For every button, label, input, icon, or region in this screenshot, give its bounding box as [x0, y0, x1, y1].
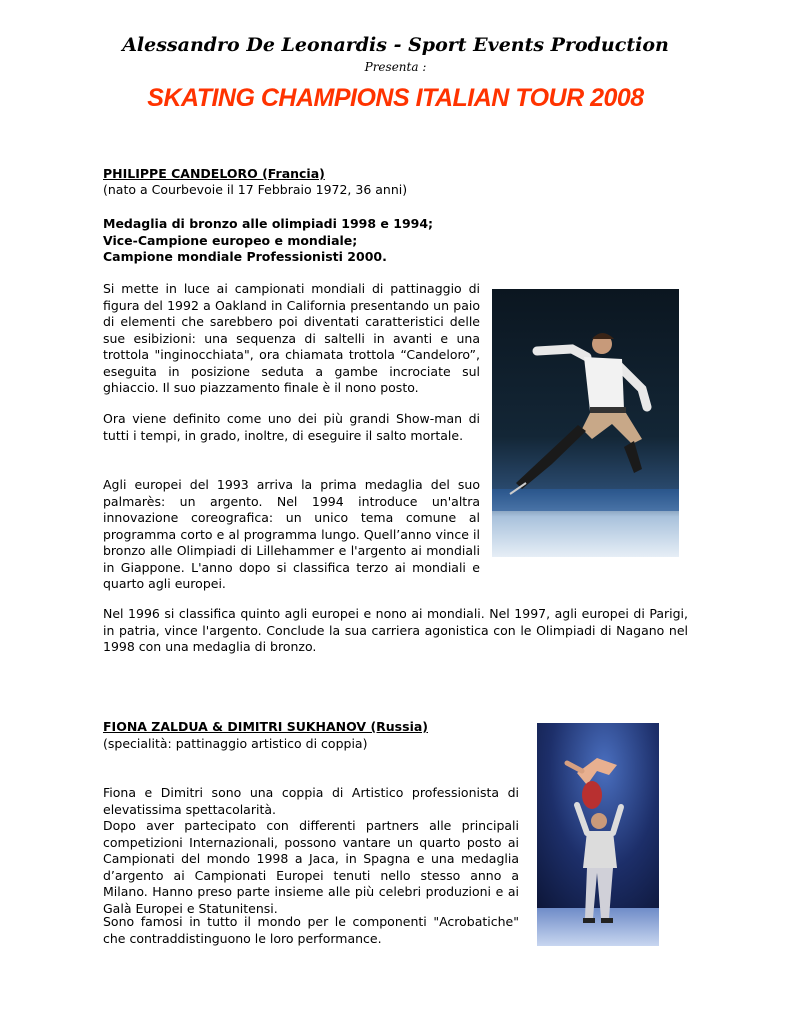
athlete2-paragraph-1: Fiona e Dimitri sono una coppia di Artistico professionista di elevatissima spettacolarità.: [103, 785, 519, 817]
zaldua-sukhanov-photo: [537, 723, 659, 946]
candeloro-photo: [492, 289, 679, 557]
athlete2-specialty: (specialità: pattinaggio artistico di coppia): [103, 736, 368, 751]
athlete1-paragraph-3: Agli europei del 1993 arriva la prima medaglia del suo palmarès: un argento. Nel 1994 introduce un'altra innovazione coreografica: un unico tema comune al programma corto e al programma lungo. Quell’anno vince il bronzo alle Olimpiadi di Lillehammer e l'argento ai mondiali in Giappone. L'anno dopo si classifica terzo ai mondiali e quarto agli europei.: [103, 477, 480, 591]
athlete1-paragraph-4: Nel 1996 si classifica quinto agli europei e nono ai mondiali. Nel 1997, agli europei di Parigi, in patria, vince l'argento. Conclude la sua carriera agonistica con le Olimpiadi di Nagano nel 1998 con una medaglia di bronzo.: [103, 606, 688, 654]
tour-title: SKATING CHAMPIONS ITALIAN TOUR 2008: [147, 84, 644, 112]
presenta-label: Presenta :: [364, 60, 427, 74]
athlete2-paragraph-2: Dopo aver partecipato con differenti partners alle principali competizioni Internazionali, possono vantare un quarto posto ai Campionati del mondo 1998 a Jaca, in Spagna e una medaglia d’argento ai Campionati Europei tenuti nello stesso anno a Milano. Hanno preso parte insieme alle più celebri produzioni e ai Galà Europei e Statunitensi.: [103, 818, 519, 916]
athlete1-medal-line: Vice-Campione europeo e mondiale;: [103, 232, 358, 248]
athlete1-born: (nato a Courbevoie il 17 Febbraio 1972, 36 anni): [103, 182, 408, 197]
athlete2-name: FIONA ZALDUA & DIMITRI SUKHANOV (Russia): [103, 719, 428, 734]
athlete1-name: PHILIPPE CANDELORO (Francia): [103, 166, 325, 181]
athlete1-medal-line: Campione mondiale Professionisti 2000.: [103, 249, 387, 264]
athlete2-paragraph-3: Sono famosi in tutto il mondo per le componenti "Acrobatiche" che contraddistinguono le loro performance.: [103, 914, 519, 946]
athlete1-paragraph-2: Ora viene definito come uno dei più grandi Show-man di tutti i tempi, in grado, inoltre, di eseguire il salto mortale.: [103, 411, 480, 443]
page-header-title: Alessandro De Leonardis - Sport Events Production: [122, 34, 669, 56]
athlete1-medal-line: Medaglia di bronzo alle olimpiadi 1998 e 1994;: [103, 216, 434, 231]
athlete1-paragraph-1: Si mette in luce ai campionati mondiali di pattinaggio di figura del 1992 a Oakland in California presentando un paio di elementi che sarebbero poi diventati caratteristici delle sue esibizioni: una sequenza di saltelli in avanti e una trottola "inginocchiata", ora chiamata trottola “Candeloro”, eseguita in posizione seduta a gambe incrociate sul ghiaccio. Il suo piazzamento finale è il nono posto.: [103, 281, 480, 395]
athlete1-medals: [103, 216, 483, 266]
